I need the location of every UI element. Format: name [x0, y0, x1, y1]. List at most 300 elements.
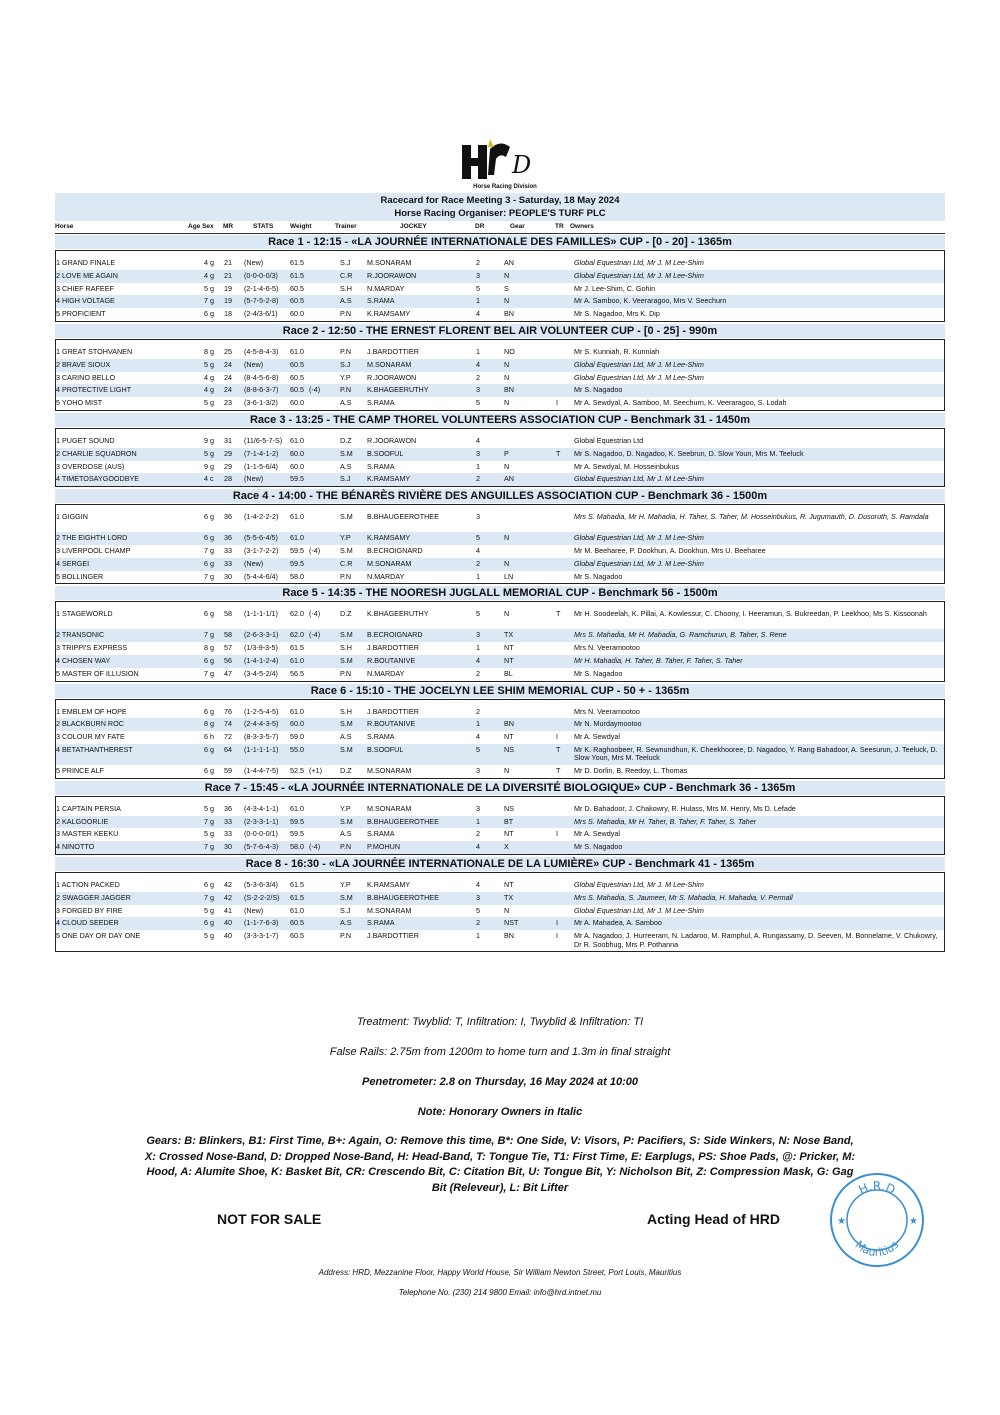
runner-age: 5 g: [204, 905, 214, 915]
runner-owners: Global Equestrian Ltd, Mr J. M Lee-Shim: [574, 258, 704, 267]
runner-wt: 61.5: [290, 880, 304, 889]
runner-stats: (1-1-1-1-1): [244, 744, 279, 754]
runner-wt: 60.0: [290, 398, 304, 408]
runner-age: 7 g: [204, 892, 214, 902]
runner-horse: 3 LIVERPOOL CHAMP: [56, 545, 131, 555]
runner-jockey: K.BHAGEERUTHY: [367, 385, 429, 395]
runner-horse: 1 GIGGIN: [56, 512, 88, 522]
runner-owners: Mrs S. Mahadia, Mr H. Mahadia, H. Taher, S. Taher, M. Hosseinbukus, R. Jugumauth, D. Dusoruth, S. Ramdala: [574, 512, 929, 522]
runner-gear: P: [504, 448, 509, 458]
runner-age: 6 g: [204, 533, 214, 543]
race-title: Race 4 - 14:00 - THE BÉNARÈS RIVIÈRE DES ANGUILLES ASSOCIATION CUP - Benchmark 36 - 1500m: [55, 489, 945, 503]
runner-row: [56, 828, 944, 841]
runner-owners: Mr A. Sewdyal, A. Samboo, M. Seechurn, K. Veeraragoo, S. Lodah: [574, 398, 787, 408]
runner-wt: 60.0: [290, 461, 304, 471]
runner-owners: Mr A. Mahadea, A. Samboo: [574, 918, 662, 928]
runner-horse: 3 MASTER KEEKU: [56, 829, 119, 839]
runner-gear: N: [504, 765, 510, 775]
col-stats: STATS: [253, 223, 274, 230]
runner-dr: 1: [476, 571, 480, 581]
runner-age: 4 g: [204, 372, 214, 382]
runner-age: 6 g: [204, 609, 214, 619]
race-runners-table: [55, 339, 945, 411]
runner-gear: AN: [504, 258, 514, 267]
runner-tr: T: [556, 765, 561, 775]
runner-horse: 5 ONE DAY OR DAY ONE: [56, 931, 141, 941]
runner-dr: 2: [476, 258, 480, 267]
runner-jockey: B.ECROIGNARD: [367, 630, 423, 640]
runner-gear: NST: [504, 918, 519, 928]
runner-jockey: K.RAMSAMY: [367, 880, 411, 889]
runner-age: 7 g: [204, 296, 214, 306]
runner-dr: 3: [476, 270, 480, 280]
not-for-sale-label: NOT FOR SALE: [217, 1211, 322, 1227]
runner-age: 9 g: [204, 436, 214, 445]
runner-age: 4 g: [204, 258, 214, 267]
runner-trainer: P.N: [340, 385, 352, 395]
runner-row: [56, 359, 944, 372]
runner-wt: 60.0: [290, 448, 304, 458]
runner-age: 5 g: [204, 359, 214, 369]
runner-jockey: J.BARDOTTIER: [367, 643, 419, 653]
runner-dr: 1: [476, 347, 480, 356]
runner-owners: Mr A. Samboo, K. Veeraragoo, Mrs V. Seechurn: [574, 296, 727, 306]
col-dr: DR: [475, 223, 485, 230]
runner-jockey: N.MARDAY: [367, 283, 405, 293]
runner-dr: 4: [476, 359, 480, 369]
runner-dr: 4: [476, 842, 480, 852]
runner-horse: 5 PROFICIENT: [56, 309, 106, 319]
runner-jockey: B.ECROIGNARD: [367, 545, 423, 555]
runner-owners: Global Equestrian Ltd, Mr J. M Lee-Shim: [574, 359, 704, 369]
runner-dr: 2: [476, 918, 480, 928]
runner-stats: (2-4-4-3-5): [244, 719, 279, 729]
runner-allow: (+1): [309, 765, 322, 775]
runner-horse: 5 YOHO MIST: [56, 398, 103, 408]
runner-jockey: B.BHAUGEEROTHEE: [367, 816, 439, 826]
runner-row: [56, 905, 944, 918]
race-title: Race 7 - 15:45 - «LA JOURNÉE INTERNATIONALE DE LA DIVERSITÉ BIOLOGIQUE» CUP - Benchmark 36 - 1365m: [55, 781, 945, 795]
runner-row: [56, 435, 944, 448]
runner-dr: 4: [476, 436, 480, 445]
runner-stats: (8-4-5-6-8): [244, 372, 279, 382]
runner-wt: 59.5: [290, 474, 304, 484]
runner-jockey: J.BARDOTTIER: [367, 931, 419, 941]
runner-owners: Global Equestrian Ltd, Mr J. M Lee-Shim: [574, 372, 704, 382]
runner-stats: (5-4-4-6/4): [244, 571, 278, 581]
runner-stats: (8-8-6-3-7): [244, 385, 279, 395]
runner-tr: T: [556, 609, 561, 619]
runner-stats: (5-7-5-2-8): [244, 296, 279, 306]
runner-stats: (4-5-8-4-3): [244, 347, 279, 356]
runner-gear: NO: [504, 347, 515, 356]
runner-allow: (-4): [309, 630, 321, 640]
runner-row: [56, 270, 944, 283]
runner-owners: Mr H. Mahadia, H. Taher, B. Taher, F. Taher, S. Taher: [574, 655, 743, 665]
runner-stats: (1-2-5-4-5): [244, 706, 279, 716]
runner-mr: 21: [224, 258, 232, 267]
runner-row: [56, 545, 944, 558]
runner-trainer: A.S: [340, 296, 352, 306]
logo-caption: Horse Racing Division: [473, 184, 537, 190]
runner-wt: 60.0: [290, 719, 304, 729]
runner-horse: 1 EMBLEM OF HOPE: [56, 706, 127, 716]
runner-owners: Mr S. Kunniah, R. Kunniah: [574, 347, 660, 356]
runner-mr: 40: [224, 918, 232, 928]
runner-wt: 61.0: [290, 512, 304, 522]
runner-row: [56, 372, 944, 385]
runner-row: [56, 930, 944, 951]
runner-wt: 61.0: [290, 905, 304, 915]
runner-gear: N: [504, 609, 510, 619]
runner-mr: 36: [224, 533, 232, 543]
runner-age: 8 g: [204, 719, 214, 729]
runner-dr: 2: [476, 668, 480, 678]
runner-trainer: S.H: [340, 643, 352, 653]
runner-wt: 60.5: [290, 359, 304, 369]
runner-allow: (-4): [309, 545, 321, 555]
runner-row: [56, 892, 944, 905]
race-runners-table: [55, 428, 945, 487]
runner-age: 7 g: [204, 545, 214, 555]
runner-horse: 4 BETATHANTHEREST: [56, 744, 133, 754]
runner-horse: 5 PRINCE ALF: [56, 765, 104, 775]
runner-horse: 2 LOVE ME AGAIN: [56, 270, 118, 280]
runner-age: 5 g: [204, 398, 214, 408]
runner-mr: 33: [224, 545, 232, 555]
runner-mr: 58: [224, 609, 232, 619]
runner-owners: Mr N. Murdaymootoo: [574, 719, 642, 729]
runner-gear: N: [504, 270, 510, 280]
runner-mr: 42: [224, 880, 232, 889]
col-trainer: Trainer: [335, 223, 357, 230]
runner-stats: (1-1-7-6-3): [244, 918, 279, 928]
runner-horse: 3 CARINO BELLO: [56, 372, 116, 382]
runner-mr: 25: [224, 347, 232, 356]
runner-stats: (3-3-3-1-7): [244, 931, 279, 941]
runner-stats: (7-1-4-1-2): [244, 448, 279, 458]
runner-horse: 4 SERGEI: [56, 558, 90, 568]
runner-jockey: M.SONARAM: [367, 359, 412, 369]
runner-wt: 61.0: [290, 436, 304, 445]
runner-trainer: S.J: [340, 258, 351, 267]
runner-age: 7 g: [204, 630, 214, 640]
runner-mr: 31: [224, 436, 232, 445]
runner-trainer: A.S: [340, 398, 352, 408]
runner-dr: 1: [476, 643, 480, 653]
runner-jockey: N.MARDAY: [367, 571, 405, 581]
runner-trainer: A.S: [340, 461, 352, 471]
runner-stats: (1-1-5-6/4): [244, 461, 278, 471]
runner-horse: 4 HIGH VOLTAGE: [56, 296, 115, 306]
runner-jockey: J.BARDOTTIER: [367, 706, 419, 716]
runner-age: 6 g: [204, 655, 214, 665]
runner-age: 9 g: [204, 461, 214, 471]
runner-age: 6 g: [204, 880, 214, 889]
runner-jockey: S.RAMA: [367, 461, 395, 471]
runner-stats: (5-7-6-4-3): [244, 842, 279, 852]
runner-jockey: N.MARDAY: [367, 668, 405, 678]
race-title: Race 2 - 12:50 - THE ERNEST FLORENT BEL AIR VOLUNTEER CUP - [0 - 25] - 990m: [55, 324, 945, 338]
runner-trainer: S.H: [340, 283, 352, 293]
runner-tr: I: [556, 829, 558, 839]
runner-tr: I: [556, 732, 558, 742]
runner-allow: (-4): [309, 385, 321, 395]
runner-trainer: A.S: [340, 732, 352, 742]
runner-mr: 18: [224, 309, 232, 319]
runner-owners: Mr S. Nagadoo: [574, 668, 623, 678]
runner-trainer: S.M: [340, 630, 353, 640]
runner-owners: Global Equestrian Ltd, Mr J. M Lee-Shim: [574, 270, 704, 280]
runner-gear: N: [504, 461, 510, 471]
runner-age: 7 g: [204, 842, 214, 852]
runner-jockey: J.BARDOTTIER: [367, 347, 419, 356]
runner-dr: 1: [476, 296, 480, 306]
runner-dr: 3: [476, 630, 480, 640]
runner-dr: 4: [476, 655, 480, 665]
runner-row: [56, 917, 944, 930]
runner-wt: 60.0: [290, 309, 304, 319]
runner-jockey: P.MOHUN: [367, 842, 401, 852]
runner-owners: Mr S. Nagadoo: [574, 385, 623, 395]
race-runners-table: [55, 250, 945, 322]
runner-mr: 40: [224, 931, 232, 941]
runner-gear: BL: [504, 668, 513, 678]
hrd-stamp: [827, 1170, 927, 1270]
runner-dr: 3: [476, 892, 480, 902]
runner-trainer: Y.P: [340, 803, 351, 813]
runner-trainer: D.Z: [340, 765, 352, 775]
runner-age: 5 g: [204, 448, 214, 458]
runner-jockey: M.SONARAM: [367, 258, 412, 267]
runner-row: [56, 308, 944, 321]
runner-gear: N: [504, 905, 510, 915]
star-icon: ★: [909, 1216, 918, 1227]
runner-stats: (0-0-0-0/3): [244, 270, 278, 280]
stamp-top-text: H.R.D: [856, 1178, 898, 1198]
runner-stats: (1-1-1-1/1): [244, 609, 278, 619]
racecard-title: Racecard for Race Meeting 3 - Saturday, 18 May 2024: [380, 195, 620, 206]
runner-gear: NT: [504, 655, 514, 665]
runner-trainer: C.R: [340, 270, 353, 280]
runner-dr: 5: [476, 398, 480, 408]
runner-row: [56, 706, 944, 719]
runner-jockey: K.RAMSAMY: [367, 309, 411, 319]
runner-mr: 21: [224, 270, 232, 280]
runner-gear: BN: [504, 719, 514, 729]
runner-mr: 30: [224, 842, 232, 852]
runner-trainer: S.M: [340, 448, 353, 458]
runner-age: 6 h: [204, 732, 214, 742]
runner-stats: (2-3-3-1-1): [244, 816, 279, 826]
runner-horse: 2 SWAGGER JAGGER: [56, 892, 131, 902]
col-owners: Owners: [570, 223, 594, 230]
runner-row: [56, 744, 944, 765]
runner-wt: 60.5: [290, 372, 304, 382]
runner-mr: 29: [224, 448, 232, 458]
runner-horse: 1 STAGEWORLD: [56, 609, 113, 619]
runner-mr: 74: [224, 719, 232, 729]
runner-horse: 2 BLACKBURN ROC: [56, 719, 124, 729]
runner-wt: 61.0: [290, 706, 304, 716]
runner-dr: 1: [476, 461, 480, 471]
runner-wt: 59.5: [290, 545, 304, 555]
runner-gear: N: [504, 398, 510, 408]
runner-mr: 33: [224, 816, 232, 826]
runner-mr: 33: [224, 558, 232, 568]
runner-age: 6 g: [204, 512, 214, 522]
runner-horse: 1 CAPTAIN PERSIA: [56, 803, 121, 813]
runner-horse: 1 PUGET SOUND: [56, 436, 115, 445]
runner-gear: TX: [504, 892, 514, 902]
treatment-note: Treatment: Twyblid: T, Infiltration: I, Twyblid & Infiltration: TI: [356, 1016, 644, 1028]
runner-jockey: K.BHAGEERUTHY: [367, 609, 429, 619]
runner-owners: Mr M. Beeharee, P. Dookhun, A. Dookhun, Mrs U. Beeharee: [574, 545, 766, 555]
runner-age: 6 g: [204, 744, 214, 754]
runner-allow: (-4): [309, 609, 321, 619]
runner-wt: 58.0: [290, 842, 304, 852]
runner-age: 7 g: [204, 816, 214, 826]
runner-wt: 61.5: [290, 643, 304, 653]
runner-gear: N: [504, 296, 510, 306]
runner-row: [56, 257, 944, 270]
runner-wt: 55.0: [290, 744, 304, 754]
runner-jockey: R.JOORAWON: [367, 436, 417, 445]
runner-gear: N: [504, 359, 510, 369]
runner-trainer: Y.P: [340, 372, 351, 382]
organiser-line: Horse Racing Organiser: PEOPLE'S TURF PLC: [394, 208, 606, 219]
runner-gear: N: [504, 372, 510, 382]
runner-stats: (S-2-2-2/S): [244, 892, 280, 902]
runner-dr: 2: [476, 474, 480, 484]
runner-stats: (2-4/3-6/1): [244, 309, 278, 319]
runner-jockey: R.JOORAWON: [367, 270, 417, 280]
runner-stats: (3-4-5-2/4): [244, 668, 278, 678]
runner-trainer: S.M: [340, 892, 353, 902]
runner-gear: LN: [504, 571, 514, 581]
runner-stats: (New): [244, 474, 264, 484]
runner-row: [56, 397, 944, 410]
runner-mr: 30: [224, 571, 232, 581]
runner-owners: Mr A. Sewdyal: [574, 732, 620, 742]
runner-owners: Global Equestrian Ltd, Mr J. M Lee-Shim: [574, 533, 704, 543]
runner-jockey: R.BOUTANIVE: [367, 655, 416, 665]
runner-dr: 5: [476, 533, 480, 543]
runner-horse: 3 FORGED BY FIRE: [56, 905, 123, 915]
runner-trainer: S.M: [340, 545, 353, 555]
runner-mr: 36: [224, 512, 232, 522]
runner-row: [56, 346, 944, 359]
runner-row: [56, 841, 944, 854]
runner-trainer: S.H: [340, 706, 352, 716]
runner-wt: 60.5: [290, 385, 304, 395]
runner-trainer: A.S: [340, 829, 352, 839]
runner-gear: X: [504, 842, 509, 852]
runner-wt: 58.0: [290, 571, 304, 581]
runner-horse: 4 CHOSEN WAY: [56, 655, 111, 665]
runner-stats: (5-5-6-4/5): [244, 533, 278, 543]
runner-gear: BT: [504, 816, 514, 826]
runner-jockey: M.SONARAM: [367, 765, 412, 775]
runner-owners: Mr K. Raghoobeer, R. Sewnundhun, K. Cheekhooree, D. Nagadoo, Y. Rang Bahadoor, A. Seesurun, J. Teeluck, D. Slow Youn, Mrs M. Teeluck: [574, 744, 938, 763]
runner-stats: (1-4-1-2-4): [244, 655, 279, 665]
runner-owners: Mrs N. Veeramootoo: [574, 643, 640, 653]
false-rails-note: False Rails: 2.75m from 1200m to home turn and 1.3m in final straight: [329, 1046, 671, 1058]
runner-mr: 24: [224, 385, 232, 395]
runner-trainer: S.M: [340, 655, 353, 665]
honorary-owners-note: Note: Honorary Owners in Italic: [417, 1106, 583, 1118]
runner-wt: 61.5: [290, 270, 304, 280]
runner-dr: 1: [476, 719, 480, 729]
stamp-bottom-text: Mauritius: [852, 1238, 902, 1260]
runner-wt: 61.0: [290, 655, 304, 665]
race-runners-table: [55, 699, 945, 779]
runner-trainer: S.J: [340, 359, 351, 369]
race-title: Race 8 - 16:30 - «LA JOURNÉE INTERNATIONALE DE LA LUMIÈRE» CUP - Benchmark 41 - 1365m: [55, 857, 945, 871]
runner-gear: NT: [504, 829, 514, 839]
runner-tr: I: [556, 398, 558, 408]
runner-stats: (New): [244, 905, 264, 915]
runner-owners: Mr D. Dorlin, B. Reedoy, L. Thomas: [574, 765, 688, 775]
runner-wt: 60.5: [290, 296, 304, 306]
runner-row: [56, 655, 944, 668]
runner-jockey: R.JOORAWON: [367, 372, 417, 382]
runner-dr: 3: [476, 385, 480, 395]
runner-jockey: S.RAMA: [367, 296, 395, 306]
runner-trainer: P.N: [340, 668, 352, 678]
runner-jockey: S.RAMA: [367, 398, 395, 408]
runner-stats: (4-3-4-1-1): [244, 803, 279, 813]
runner-gear: NT: [504, 732, 514, 742]
runner-dr: 4: [476, 880, 480, 889]
runner-stats: (0-0-0-0/1): [244, 829, 278, 839]
runner-age: 8 g: [204, 347, 214, 356]
col-age-sex: Age Sex: [188, 223, 214, 230]
runner-owners: Mr S. Nagadoo, D. Nagadoo, K. Seebrun, D. Slow Youn, Mrs M. Teeluck: [574, 448, 804, 458]
runner-stats: (1-4-2-2-2): [244, 512, 279, 522]
runner-row: [56, 642, 944, 655]
runner-row: [56, 558, 944, 571]
runner-row: [56, 718, 944, 731]
runner-mr: 47: [224, 668, 232, 678]
runner-horse: 3 TRIPPI'S EXPRESS: [56, 643, 128, 653]
penetrometer-note: Penetrometer: 2.8 on Thursday, 16 May 2024 at 10:00: [362, 1076, 638, 1088]
telephone-line: Telephone No. (230) 214 9800 Email: info@hrd.intnet.mu: [398, 1288, 602, 1297]
runner-trainer: Y.P: [340, 880, 351, 889]
runner-mr: 33: [224, 829, 232, 839]
runner-wt: 62.0: [290, 609, 304, 619]
runner-mr: 58: [224, 630, 232, 640]
runner-wt: 59.0: [290, 732, 304, 742]
runner-wt: 60.5: [290, 283, 304, 293]
runner-age: 5 g: [204, 829, 214, 839]
runner-trainer: P.N: [340, 309, 352, 319]
runner-wt: 61.0: [290, 803, 304, 813]
runner-wt: 60.5: [290, 918, 304, 928]
runner-horse: 5 MASTER OF ILLUSION: [56, 668, 139, 678]
runner-mr: 28: [224, 474, 232, 484]
runner-wt: 59.5: [290, 816, 304, 826]
col-horse: Horse: [55, 223, 74, 230]
runner-jockey: S.RAMA: [367, 829, 395, 839]
runner-dr: 1: [476, 931, 480, 941]
runner-mr: 76: [224, 706, 232, 716]
logo-letter-d: D: [512, 151, 532, 179]
runner-owners: Mrs S. Mahadia, S. Jaumeer, Mr S. Mahadia, H. Mahadia, V. Permall: [574, 892, 793, 902]
col-tr: TR: [555, 223, 564, 230]
race-title: Race 6 - 15:10 - THE JOCELYN LEE SHIM MEMORIAL CUP - 50 + - 1365m: [55, 684, 945, 698]
runner-age: 5 g: [204, 283, 214, 293]
